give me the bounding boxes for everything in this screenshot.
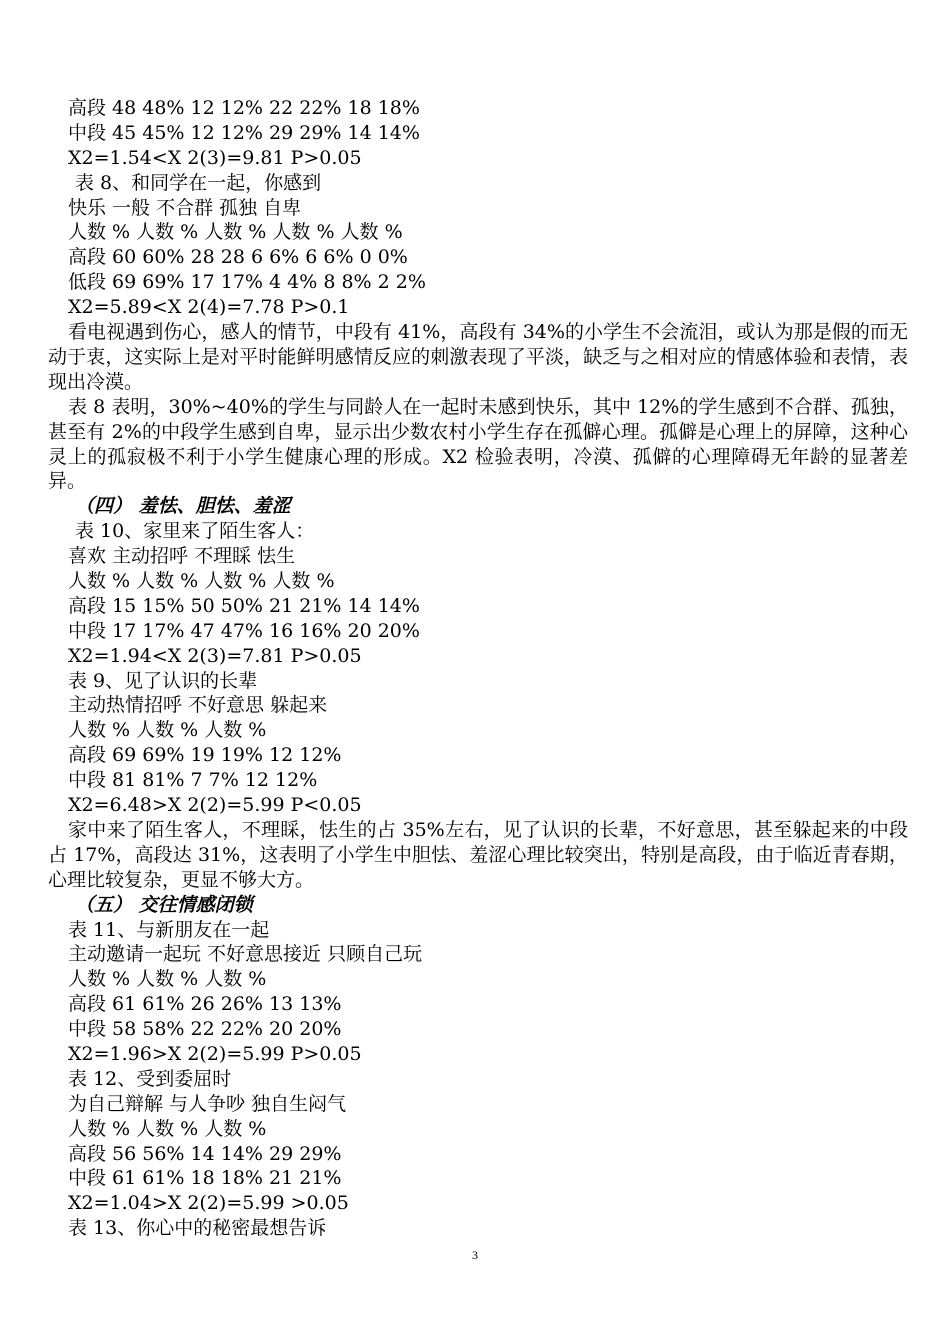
table-subheader: 人数 % 人数 % 人数 %	[68, 968, 267, 991]
table-row: 高段 61 61% 26 26% 13 13%	[68, 993, 342, 1016]
section-heading: （四） 羞怯、胆怯、羞涩	[75, 495, 291, 518]
table-row: 高段 15 15% 50 50% 21 21% 14 14%	[68, 594, 420, 617]
section-heading: （五） 交往情感闭锁	[75, 893, 253, 916]
table-header: 快乐 一般 不合群 孤独 自卑	[68, 196, 302, 219]
table-title: 表 8、和同学在一起，你感到	[75, 171, 322, 194]
table-title: 表 9、见了认识的长辈	[68, 669, 258, 692]
table-title: 表 13、你心中的秘密最想告诉	[68, 1217, 327, 1240]
table-subheader: 人数 % 人数 % 人数 % 人数 % 人数 %	[68, 221, 403, 244]
table-title: 表 11、与新朋友在一起	[68, 918, 270, 941]
table-row: 高段 56 56% 14 14% 29 29%	[68, 1142, 342, 1165]
table-row: 中段 45 45% 12 12% 29 29% 14 14%	[68, 121, 420, 144]
table-subheader: 人数 % 人数 % 人数 % 人数 %	[68, 570, 335, 593]
table-row: 中段 81 81% 7 7% 12 12%	[68, 769, 318, 792]
table-header: 主动热情招呼 不好意思 躲起来	[68, 694, 328, 717]
table-row: 中段 61 61% 18 18% 21 21%	[68, 1167, 342, 1190]
table-subheader: 人数 % 人数 % 人数 %	[68, 719, 267, 742]
table-header: 喜欢 主动招呼 不理睬 怯生	[68, 545, 296, 568]
chi-square-result: X2=1.94<X 2(3)=7.81 P>0.05	[68, 644, 362, 667]
table-title: 表 12、受到委屈时	[68, 1067, 232, 1090]
table-row: 中段 17 17% 47 47% 16 16% 20 20%	[68, 619, 420, 642]
table-row: 高段 69 69% 19 19% 12 12%	[68, 744, 342, 767]
chi-square-result: X2=1.04>X 2(2)=5.99 >0.05	[68, 1192, 349, 1215]
table-title: 表 10、家里来了陌生客人：	[75, 520, 315, 543]
body-paragraph: 家中来了陌生客人，不理睬，怯生的占 35%左右，见了认识的长辈，不好意思，甚至躲起来的中段占 17%，高段达 31%，这表明了小学生中胆怯、羞涩心理比较突出，特别是高段，由于临近青春期， 心理比较复杂，更显不够大方。	[48, 818, 908, 891]
body-paragraph: 看电视遇到伤心，感人的情节，中段有 41%，高段有 34%的小学生不会流泪，或认为那是假的而无动于衷，这实际上是对平时能鲜明感情反应的刺激表现了平淡，缺乏与之相对应的情感体验和表情，表现出冷漠。	[48, 321, 908, 393]
chi-square-result: X2=6.48>X 2(2)=5.99 P<0.05	[68, 794, 362, 817]
document-body	[48, 96, 908, 1241]
chi-square-result: X2=1.54<X 2(3)=9.81 P>0.05	[68, 146, 362, 169]
table-row: 中段 58 58% 22 22% 20 20%	[68, 1018, 342, 1041]
chi-square-result: X2=5.89<X 2(4)=7.78 P>0.1	[68, 296, 350, 319]
table-row: 高段 60 60% 28 28 6 6% 6 6% 0 0%	[68, 246, 408, 269]
page-number: 3	[472, 1248, 478, 1262]
body-paragraph: 表 8 表明，30%~40%的学生与同龄人在一起时未感到快乐，其中 12%的学生感到不合群、孤独，甚至有 2%的中段学生感到自卑，显示出少数农村小学生存在孤僻心理。孤僻是心理上的屏障，这种心灵上的孤寂极不利于小学生健康心理的形成。X2 检验表明，冷漠、孤僻的心理障碍无年龄的显著差异。	[48, 395, 908, 493]
table-row: 低段 69 69% 17 17% 4 4% 8 8% 2 2%	[68, 271, 426, 294]
chi-square-result: X2=1.96>X 2(2)=5.99 P>0.05	[68, 1043, 362, 1065]
table-header: 为自己辩解 与人争吵 独自生闷气	[68, 1092, 347, 1115]
table-subheader: 人数 % 人数 % 人数 %	[68, 1117, 267, 1140]
table-row: 高段 48 48% 12 12% 22 22% 18 18%	[68, 97, 420, 119]
table-header: 主动邀请一起玩 不好意思接近 只顾自己玩	[68, 943, 423, 966]
